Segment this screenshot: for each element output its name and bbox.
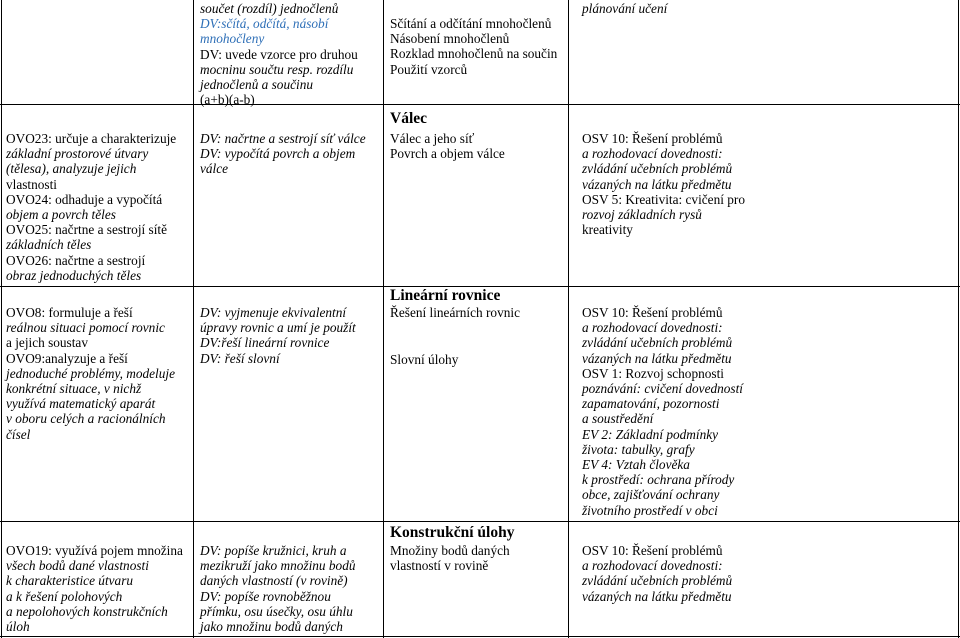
outcome-cell-solids (6, 131, 176, 283)
text-line: OVO24: odhaduje a vypočítá (6, 191, 163, 207)
text-line: Sčítání a odčítání mnohočlenů (390, 16, 552, 31)
text-line: Povrch a objem válce (390, 146, 505, 162)
text-line: OSV 10: Řešení problémů (582, 131, 723, 146)
text-line: přímku, osu úsečky, osu úhlu (200, 603, 353, 619)
table-border-left (1, 0, 2, 638)
text-line: Rozklad mnohočlenů na součin (390, 46, 558, 62)
text-line: a rozhodovací dovednosti: (582, 146, 723, 162)
row-divider (0, 104, 960, 105)
text-line: obce, zajišťování ochrany (582, 487, 720, 503)
cross-topic-cell-planning (582, 1, 667, 16)
text-line: OVO19: využívá pojem množina (6, 543, 183, 558)
text-line: a nepolohových konstrukčních (6, 603, 168, 619)
text-line: a rozhodovací dovednosti: (582, 320, 723, 336)
text-line: úloh (6, 619, 30, 635)
topic-heading-linear-equations: Lineární rovnice (390, 287, 501, 304)
text-line: a rozhodovací dovednosti: (582, 558, 723, 574)
table-border-bottom (0, 636, 960, 637)
text-line: válce (200, 161, 229, 177)
text-line: OSV 10: Řešení problémů (582, 543, 723, 558)
text-line: DV: uvede vzorce pro druhou (200, 46, 358, 62)
text-line: využívá matematický aparát (6, 396, 156, 412)
outcome-cell-constructions (6, 543, 183, 634)
text-line: Množiny bodů daných (390, 543, 510, 558)
text-line: OVO9:analyzuje a řeší (6, 350, 128, 366)
expected-outcome-cell-cylinder (200, 131, 366, 177)
column-divider (568, 0, 569, 638)
text-line: jednočlenů a součinu (200, 77, 313, 93)
text-line: DV:sčítá, odčítá, násobí (200, 16, 329, 32)
text-line: zvládání učebních problémů (582, 573, 733, 589)
text-line: EV 2: Základní podmínky (582, 426, 719, 442)
topic-cell-polynomials (390, 16, 557, 77)
text-line: objem a povrch těles (6, 207, 116, 223)
text-line: zvládání učebních problémů (582, 335, 733, 351)
text-line: základních těles (6, 237, 92, 253)
text-line: EV 4: Vztah člověka (582, 457, 690, 473)
text-line: OVO8: formuluje a řeší (6, 305, 133, 320)
cross-topic-cell-cylinder (582, 131, 745, 237)
column-divider (193, 0, 194, 638)
text-line: rozvoj základních rysů (582, 207, 702, 223)
text-line: součet (rozdíl) jednočlenů (200, 1, 339, 16)
text-line: OVO25: načrtne a sestrojí sítě (6, 222, 167, 238)
text-line: jako množinu bodů daných (200, 619, 343, 635)
text-line: Válec a jeho síť (390, 131, 475, 146)
topic-cell-constructions (390, 543, 510, 573)
text-line: a soustředění (582, 411, 654, 427)
text-line: (a+b)(a-b) (200, 92, 255, 108)
topic-heading-constructions: Konstrukční úlohy (390, 524, 515, 541)
text-line: jednoduché problémy, modeluje (6, 365, 175, 381)
text-line: konkrétní situace, v nichž (6, 381, 142, 397)
text-line: OSV 10: Řešení problémů (582, 305, 723, 320)
text-line: základní prostorové útvary (6, 146, 149, 162)
text-line: životního prostředí v obci (582, 502, 718, 518)
text-line: všech bodů dané vlastnosti (6, 558, 149, 574)
text-line: vázaných na látku předmětu (582, 176, 732, 192)
text-line: zapamatování, pozornosti (582, 396, 720, 412)
text-line: OVO23: určuje a charakterizuje (6, 131, 177, 146)
text-line: DV: popíše rovnoběžnou (200, 588, 331, 604)
column-divider (383, 0, 384, 638)
expected-outcome-cell-constructions (200, 543, 356, 634)
text-line: reálnou situaci pomocí rovnic (6, 320, 165, 336)
text-line: v oboru celých a racionálních (6, 411, 166, 427)
cross-topic-cell-constructions (582, 543, 732, 604)
text-line: vlastnosti (6, 176, 57, 192)
topic-cell-cylinder (390, 131, 505, 161)
text-line: Násobení mnohočlenů (390, 31, 510, 47)
topic-heading-cylinder: Válec (390, 110, 428, 127)
expected-outcome-cell-equations (200, 305, 356, 366)
text-line: a k řešení polohových (6, 588, 123, 604)
table-border-right (958, 0, 959, 638)
text-line: čísel (6, 426, 31, 442)
text-line: (tělesa), analyzuje jejich (6, 161, 137, 177)
topic-cell-word-problems (390, 352, 458, 367)
text-line: vázaných na látku předmětu (582, 588, 732, 604)
text-line: Slovní úlohy (390, 352, 459, 367)
text-line: daných vlastností (v rovině) (200, 573, 348, 589)
cross-topic-cell-equations (582, 305, 743, 518)
text-line: OVO26: načrtne a sestrojí (6, 252, 146, 268)
text-line: OSV 5: Kreativita: cvičení pro (582, 191, 745, 207)
text-line: DV: načrtne a sestrojí síť válce (200, 131, 366, 146)
text-line: k charakteristice útvaru (6, 573, 134, 589)
outcome-cell-equations (6, 305, 175, 442)
expected-outcome-cell-polynomials (200, 1, 358, 107)
text-line: kreativity (582, 222, 633, 238)
text-line: DV: řeší slovní (200, 350, 280, 366)
text-line: DV:řeší lineární rovnice (200, 335, 330, 351)
row-divider (0, 521, 960, 522)
text-line: mocninu součtu resp. rozdílu (200, 61, 354, 77)
text-line: a jejich soustav (6, 335, 88, 351)
text-line: mezikruží jako množinu bodů (200, 558, 356, 574)
text-line: obraz jednoduchých těles (6, 267, 142, 283)
text-line: vlastností v rovině (390, 558, 489, 574)
text-line: úpravy rovnic a umí je použít (200, 320, 356, 336)
text-line: DV: vypočítá povrch a objem (200, 146, 356, 162)
topic-cell-linear-equations (390, 305, 520, 320)
text-line: Použití vzorců (390, 61, 468, 77)
text-line: OSV 1: Rozvoj schopnosti (582, 365, 724, 381)
text-line: života: tabulky, grafy (582, 441, 695, 457)
text-line: k prostředí: ochrana přírody (582, 472, 735, 488)
text-line: DV: vyjmenuje ekvivalentní (200, 305, 347, 320)
text-line: vázaných na látku předmětu (582, 350, 732, 366)
text-line: plánování učení (582, 1, 668, 16)
text-line: mnohočleny (200, 31, 265, 47)
text-line: poznávání: cvičení dovedností (582, 381, 743, 397)
text-line: DV: popíše kružnici, kruh a (200, 543, 347, 558)
text-line: Řešení lineárních rovnic (390, 305, 520, 320)
text-line: zvládání učebních problémů (582, 161, 733, 177)
